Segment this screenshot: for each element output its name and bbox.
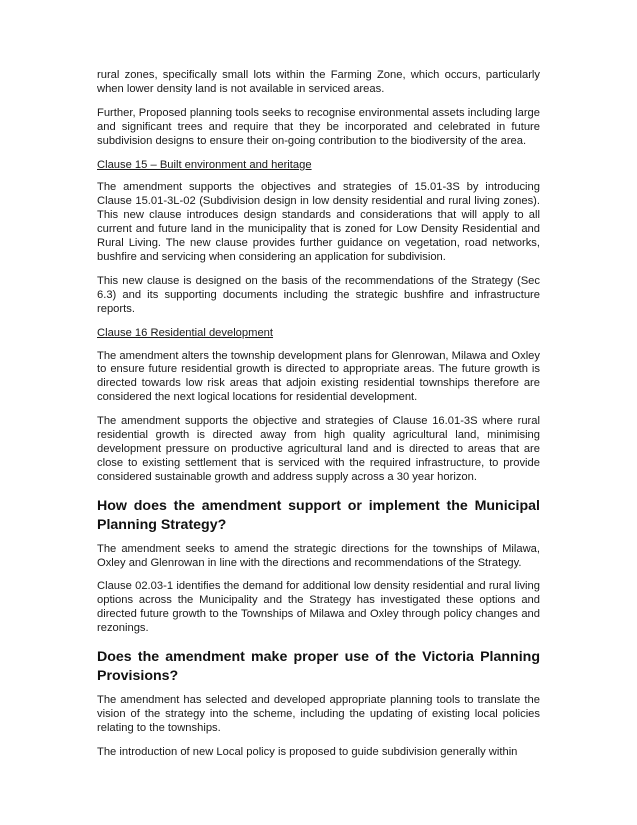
document-page [97,69,540,770]
mps-paragraph-2: Clause 02.03-1 identifies the demand for additional low density residential and rural living options across the Municipality and the Strategy has investigated these options and directed future growth to the Townships of Milawa and Oxley through policy changes and rezonings. [97,580,540,635]
paragraph-environmental-assets: Further, Proposed planning tools seeks to recognise environmental assets including large and significant trees and require that they be incorporated and celebrated in future subdivision designs to ensure their on-going contribution to the biodiversity of the area. [97,106,540,147]
section-heading-vpp: Does the amendment make proper use of the Victoria Planning Provisions? [97,649,540,685]
clause-15-paragraph-2: This new clause is designed on the basis of the recommendations of the Strategy (Sec 6.3) and its supporting documents including the strategic bushfire and infrastructure reports. [97,274,540,315]
clause-16-paragraph-2: The amendment supports the objective and strategies of Clause 16.01-3S where rural residential growth is directed away from high quality agricultural land, minimising development pressure on productive agricultural land and is directed to areas that are close to existing settlement that is serviced with the required infrastructure, to provide considered sustainable growth and address supply across a 30 year horizon. [97,415,540,483]
clause-16-paragraph-1: The amendment alters the township development plans for Glenrowan, Milawa and Oxley to ensure future residential growth is directed to appropriate areas. The future growth is directed towards low risk areas that adjoin existing residential townships therefore are considered the next logical locations for residential development. [97,349,540,404]
section-heading-mps: How does the amendment support or implement the Municipal Planning Strategy? [97,497,540,533]
vpp-paragraph-1: The amendment has selected and developed appropriate planning tools to translate the vision of the strategy into the scheme, including the updating of existing local policies relating to the townships. [97,694,540,734]
clause-16-heading: Clause 16 Residential development [97,326,274,339]
clause-15-paragraph-1: The amendment supports the objectives and strategies of 15.01-3S by introducing Clause 15.01-3L-02 (Subdivision design in low density residential and rural living zones). This new clause introduces design standards and considerations that will apply to all current and future land in the municipality that is zoned for Low Density Residential and Rural Living. The new clause provides further guidance on vegetation, road networks, bushfire and servicing when considering an application for subdivision. [97,181,540,263]
clause-15-heading: Clause 15 – Built environment and heritage [97,158,312,171]
mps-paragraph-1: The amendment seeks to amend the strategic directions for the townships of Milawa, Oxley and Glenrowan in line with the directions and recommendations of the Strategy. [97,542,540,569]
vpp-paragraph-2: The introduction of new Local policy is proposed to guide subdivision generally within [97,745,518,758]
paragraph-rural-zones: rural zones, specifically small lots within the Farming Zone, which occurs, particularly when lower density land is not available in serviced areas. [97,69,540,95]
